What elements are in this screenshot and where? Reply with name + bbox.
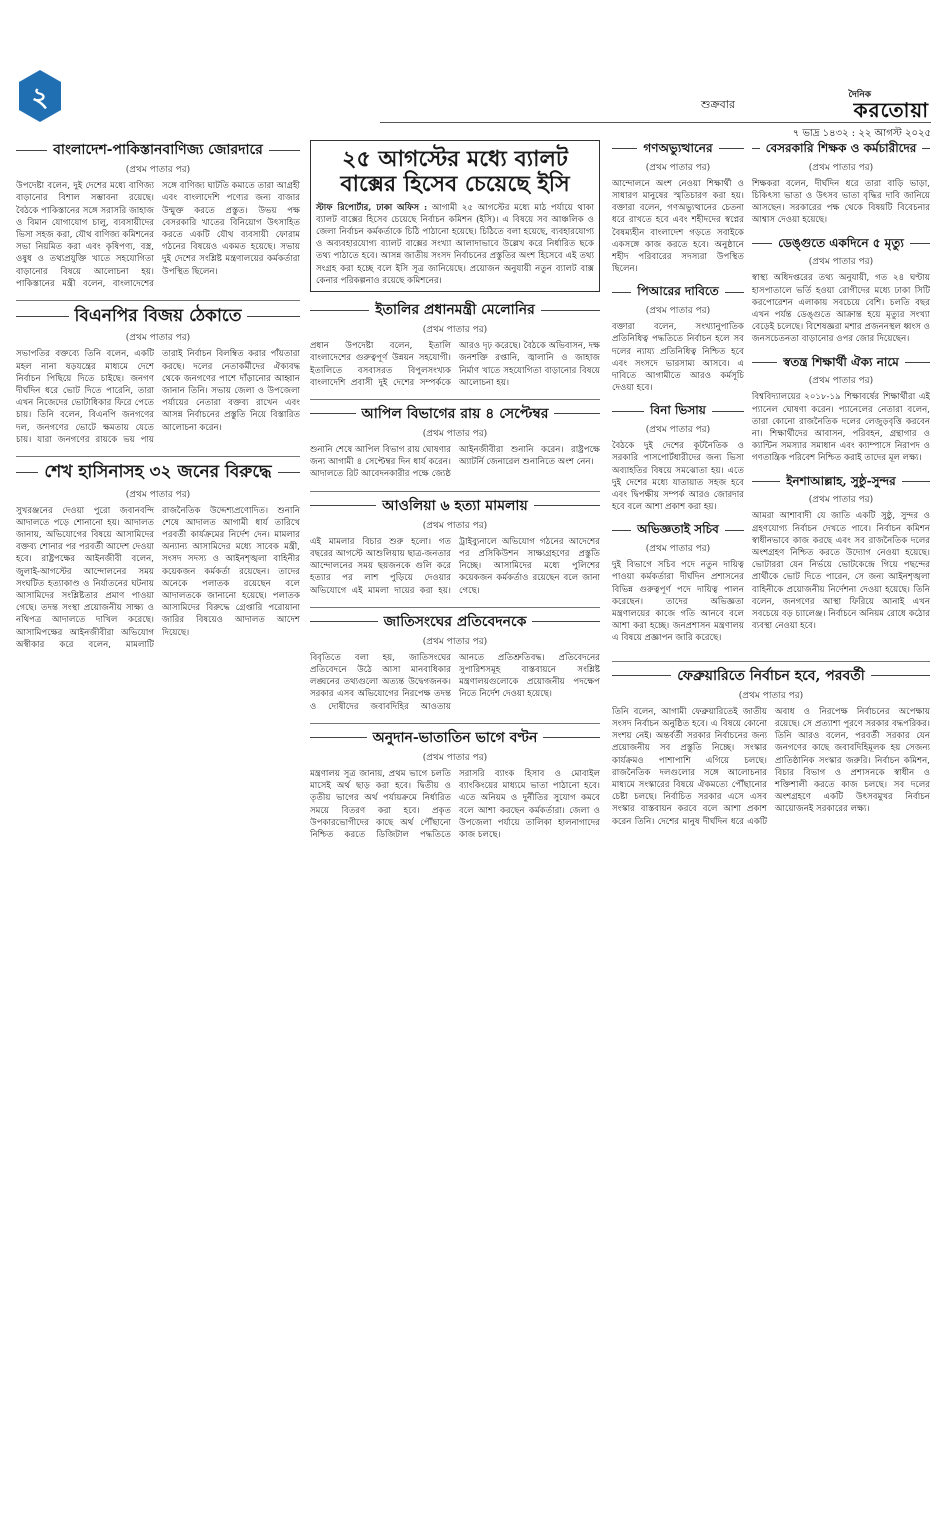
story-body: দুই বিভাগে সচিব পদে নতুন দায়িত্ব পাওয়া কর্মকর্তারা দীর্ঘদিন প্রশাসনের বিভিন্ন গুরুত্বপূর্ণ পদে দায়িত্ব পালন করেছেন। তাদের অভিজ্ঞতা মন্ত্রণালয়ের কাজে গতি আনবে বলে আশা করা হচ্ছে। জনপ্রশাসন মন্ত্রণালয় এ বিষয়ে প্রজ্ঞাপন জারি করেছে। bbox=[612, 560, 744, 644]
divider bbox=[310, 607, 600, 608]
story-ballot-boxes bbox=[310, 140, 600, 292]
headline: আপিল বিভাগের রায় ৪ সেপ্টেম্বর bbox=[310, 406, 600, 422]
story-fair-election bbox=[752, 475, 930, 633]
story-text: আগামী ২৫ আগস্টের মধ্যে মাঠ পর্যায়ে থাকা ব্যালট বাক্সের হিসেব চেয়েছে নির্বাচন কমিশন (ইসি)। এ বিষয়ে সব আঞ্চলিক ও জেলা নির্বাচন কর্মকর্তাকে চিঠি পাঠানো হয়েছে। চিঠিতে বলা হয়েছে, ব্যবহারযোগ্য ও অব্যবহারযোগ্য ব্যালট বাক্সের সংখ্যা আলাদাভাবে উল্লেখ করে নির্ধারিত ছকে তথ্য পাঠাতে হবে। আসন্ন জাতীয় সংসদ নির্বাচনের প্রস্তুতির অংশ হিসেবে এই তথ্য সংগ্রহ করা হচ্ছে বলে ইসি সূত্র জানিয়েছে। প্রয়োজন অনুযায়ী নতুন ব্যালট বাক্স কেনার পরিকল্পনাও রয়েছে কমিশনের। bbox=[316, 202, 594, 286]
continuation-label: (প্রথম পাতার পর) bbox=[422, 429, 488, 440]
continuation-label: (প্রথম পাতার পর) bbox=[125, 165, 191, 176]
story-body: আন্দোলনে অংশ নেওয়া শিক্ষার্থী ও সাধারণ মানুষের স্মৃতিচারণ করা হয়। বক্তারা বলেন, গণঅভ্যুত্থানের চেতনা ধরে রাখতে হবে এবং শহীদদের স্বপ্নের বৈষম্যহীন বাংলাদেশ গড়তে সবাইকে একসঙ্গে কাজ করতে হবে। অনুষ্ঠানে শহীদ পরিবারের সদস্যরা উপস্থিত ছিলেন। bbox=[612, 178, 744, 275]
story-bangladesh-pakistan-trade bbox=[16, 142, 300, 290]
story-allowance-distribution bbox=[310, 730, 600, 841]
story-body: শিক্ষকরা বলেন, দীর্ঘদিন ধরে তারা বাড়ি ভাড়া, চিকিৎসা ভাতা ও উৎসব ভাতা বৃদ্ধির দাবি জানিয়ে আসছেন। সরকারের পক্ষ থেকে বিষয়টি বিবেচনার আশ্বাস দেওয়া হয়েছে। bbox=[751, 178, 930, 226]
story-dengue bbox=[752, 237, 930, 346]
continuation-label: (প্রথম পাতার পর) bbox=[808, 257, 874, 268]
column-middle bbox=[310, 140, 600, 1512]
divider bbox=[310, 399, 600, 400]
story-bnp bbox=[16, 307, 300, 446]
page-number-badge bbox=[12, 68, 68, 124]
continuation-label: (প্রথম পাতার পর) bbox=[422, 752, 488, 763]
story-body bbox=[316, 202, 594, 287]
story-body: উপদেষ্টা বলেন, দুই দেশের মধ্যে বাণিজ্য বাড়ানোর বিশাল সম্ভাবনা রয়েছে। বৈঠকে পাকিস্তানের সঙ্গে সরাসরি জাহাজ ও বিমান যোগাযোগ চালু, ব্যবসায়ীদের ভিসা সহজ করা, যৌথ বাণিজ্য কমিশনের সভা নিয়মিত করা এবং কৃষিপণ্য, বস্ত্র, ওষুধ ও তথ্যপ্রযুক্তি খাতে সহযোগিতা বাড়ানোর বিষয়ে আলোচনা হয়। পাকিস্তানের মন্ত্রী বলেন, বাংলাদেশের সঙ্গে বাণিজ্য ঘাটতি কমাতে তারা আগ্রহী এবং বাংলাদেশি পণ্যের জন্য বাজার উন্মুক্ত করতে প্রস্তুত। উভয় পক্ষ বেসরকারি খাতের বিনিয়োগ উৎসাহিত করতে একটি যৌথ ব্যবসায়ী ফোরাম গঠনের বিষয়েও একমত হয়েছে। সভায় দুই দেশের সংশ্লিষ্ট মন্ত্রণালয়ের কর্মকর্তারা উপস্থিত ছিলেন। bbox=[16, 181, 300, 289]
story-secretary bbox=[612, 523, 744, 644]
column-right bbox=[612, 140, 930, 1512]
headline: বাংলাদেশ-পাকিস্তানবাণিজ্য জোরদারে bbox=[16, 142, 300, 158]
subcolumn bbox=[612, 140, 744, 655]
headline: পিআরের দাবিতে bbox=[612, 285, 744, 299]
story-meloni bbox=[310, 302, 600, 389]
logo-text: করতোয়া bbox=[853, 98, 929, 122]
story-mass-uprising bbox=[612, 142, 744, 275]
continuation-label: (প্রথম পাতার পর) bbox=[645, 162, 711, 173]
headline: অভিজ্ঞতাই সচিব bbox=[612, 523, 744, 537]
continuation-label: (প্রথম পাতার পর) bbox=[422, 520, 488, 531]
headline: অনুদান-ভাতাতিন ভাগে বণ্টন bbox=[310, 730, 600, 746]
headline: জাতিসংঘের প্রতিবেদনকে bbox=[310, 614, 600, 630]
story-body: সভাপতির বক্তব্যে তিনি বলেন, একটি মহল নানা ষড়যন্ত্রের মাধ্যমে দেশে নির্বাচন পিছিয়ে দিতে চাইছে। জনগণ দীর্ঘদিন ধরে ভোট দিতে পারেনি, তারা এখন নিজেদের ভোটাধিকার ফিরে পেতে চায়। তিনি বলেন, বিএনপি জনগণের দল, জনগণের ভোটে ক্ষমতায় যেতে চায়। যারা জনগণের রায়কে ভয় পায় তারাই নির্বাচন বিলম্বিত করার পাঁয়তারা করছে। দলের নেতাকর্মীদের ঐক্যবদ্ধ থেকে জনগণের পাশে দাঁড়ানোর আহ্বান জানান তিনি। সভায় জেলা ও উপজেলা পর্যায়ের নেতারা বক্তব্য রাখেন এবং আসন্ন নির্বাচনের প্রস্তুতি নিয়ে বিস্তারিত আলোচনা করেন। bbox=[16, 349, 300, 445]
story-february-election bbox=[612, 668, 930, 828]
story-six-murder-case bbox=[310, 498, 600, 597]
story-body: বৈঠকে দুই দেশের কূটনৈতিক ও সরকারি পাসপোর্টধারীদের জন্য ভিসা অব্যাহতির বিষয়ে সমঝোতা হয়। এতে দুই দেশের মধ্যে যাতায়াত সহজ হবে এবং দ্বিপক্ষীয় সম্পর্ক আরও জোরদার হবে বলে আশা প্রকাশ করা হয়। bbox=[612, 441, 744, 513]
headline: শেখ হাসিনাসহ ৩২ জনের বিরুদ্ধে bbox=[16, 463, 300, 483]
headline: গণঅভ্যুত্থানের bbox=[612, 142, 744, 156]
headline: স্বতন্ত্র শিক্ষার্থী ঐক্য নামে bbox=[752, 356, 930, 370]
continuation-label: (প্রথম পাতার পর) bbox=[125, 333, 191, 344]
inset-row-top bbox=[612, 140, 930, 655]
subcolumn bbox=[752, 140, 930, 655]
story-body: স্বাস্থ্য অধিদপ্তরের তথ্য অনুযায়ী, গত ২৪ ঘণ্টায় হাসপাতালে ভর্তি হওয়া রোগীদের মধ্যে ঢাকা সিটি করপোরেশন এলাকায় সবচেয়ে বেশি। চলতি বছর এখন পর্যন্ত ডেঙ্গুতে আক্রান্ত হয়ে মৃত্যুর সংখ্যা বেড়েই চলেছে। বিশেষজ্ঞরা মশার প্রজননস্থল ধ্বংস ও জনসচেতনতা বাড়ানোর ওপর জোর দিয়েছেন। bbox=[751, 273, 930, 345]
story-body: তিনি বলেন, আগামী ফেব্রুয়ারিতেই জাতীয় সংসদ নির্বাচন অনুষ্ঠিত হবে। এ বিষয়ে কোনো সংশয় নেই। অন্তর্বর্তী সরকার নির্বাচনের জন্য প্রয়োজনীয় সব প্রস্তুতি নিচ্ছে। সংস্কার কার্যক্রমও পাশাপাশি এগিয়ে চলছে। রাজনৈতিক দলগুলোর সঙ্গে আলোচনার মাধ্যমে সংস্কারের বিষয়ে ঐকমত্যে পৌঁছানোর চেষ্টা চলছে। নির্বাচিত সরকার এসে এসব সংস্কার বাস্তবায়ন করবে বলে আশা প্রকাশ করেন তিনি। দেশের মানুষ দীর্ঘদিন ধরে একটি অবাধ ও নিরপেক্ষ নির্বাচনের অপেক্ষায় রয়েছে। সে প্রত্যাশা পূরণে সরকার বদ্ধপরিকর। তিনি আরও বলেন, পরবর্তী সরকার যেন জনগণের কাছে জবাবদিহিমূলক হয় সেজন্য প্রাতিষ্ঠানিক সংস্কার জরুরি। নির্বাচন কমিশন, বিচার বিভাগ ও প্রশাসনকে স্বাধীন ও শক্তিশালী করতে কাজ চলছে। সব দলের অংশগ্রহণে একটি উৎসবমুখর নির্বাচন আয়োজনই সরকারের লক্ষ্য। bbox=[612, 706, 930, 827]
divider bbox=[310, 723, 600, 724]
story-un-report bbox=[310, 614, 600, 713]
story-body: এই মামলার বিচার শুরু হলো। গত বছরের আগস্টে আশুলিয়ায় ছাত্র-জনতার আন্দোলনের সময় ছয়জনকে গুলি করে হত্যার পর লাশ পুড়িয়ে দেওয়ার অভিযোগে এই মামলা দায়ের করা হয়। ট্রাইব্যুনালে অভিযোগ গঠনের আদেশের পর প্রসিকিউশন সাক্ষ্যগ্রহণের প্রস্তুতি নিচ্ছে। আসামিদের মধ্যে পুলিশের কয়েকজন কর্মকর্তাও রয়েছেন বলে জানা গেছে। bbox=[310, 536, 600, 596]
story-body: শুনানি শেষে আপিল বিভাগ রায় ঘোষণার জন্য আগামী ৪ সেপ্টেম্বর দিন ধার্য করেন। আদালতে রিট আবেদনকারীর পক্ষে জ্যেষ্ঠ আইনজীবীরা শুনানি করেন। রাষ্ট্রপক্ষে অ্যাটর্নি জেনারেল শুনানিতে অংশ নেন। bbox=[310, 445, 600, 480]
page-number-shape bbox=[12, 68, 68, 124]
continuation-label: (প্রথম পাতার পর) bbox=[808, 495, 874, 506]
page-number: ২ bbox=[31, 83, 49, 113]
logo-prefix: দৈনিক bbox=[848, 90, 871, 100]
story-body: বিবৃতিতে বলা হয়, জাতিসংঘের প্রতিবেদনে উঠে আসা মানবাধিকার লঙ্ঘনের তথ্যগুলো অত্যন্ত উদ্বেগজনক। সরকার এসব অভিযোগের নিরপেক্ষ তদন্ত ও দোষীদের জবাবদিহির আওতায় আনতে প্রতিশ্রুতিবদ্ধ। প্রতিবেদনের সুপারিশসমূহ বাস্তবায়নে সংশ্লিষ্ট মন্ত্রণালয়গুলোকে প্রয়োজনীয় পদক্ষেপ নিতে নির্দেশ দেওয়া হয়েছে। bbox=[310, 652, 600, 712]
story-body: বিশ্ববিদ্যালয়ের ২০১৮-১৯ শিক্ষাবর্ষের শিক্ষার্থীরা এই প্যানেল ঘোষণা করেন। প্যানেলের নেতারা বলেন, তারা কোনো রাজনৈতিক দলের লেজুড়বৃত্তি করবেন না। শিক্ষার্থীদের আবাসন, পরিবহন, গ্রন্থাগার ও ক্যান্টিন সমস্যার সমাধান এবং ক্যাম্পাসে নিরাপদ ও গণতান্ত্রিক পরিবেশ নিশ্চিত করাই তাদের মূল লক্ষ্য। bbox=[751, 392, 930, 464]
story-appellate-verdict bbox=[310, 406, 600, 481]
continuation-label: (প্রথম পাতার পর) bbox=[808, 376, 874, 387]
divider bbox=[310, 491, 600, 492]
story-body: আমরা আশাবাদী যে জাতি একটি সুষ্ঠু, সুন্দর ও গ্রহণযোগ্য নির্বাচন দেখতে পাবে। নির্বাচন কমিশন স্বাধীনভাবে কাজ করছে এবং সব রাজনৈতিক দলের অংশগ্রহণ নিশ্চিত করতে উদ্যোগ নেওয়া হয়েছে। ভোটাররা যেন নির্ভয়ে ভোটকেন্দ্রে গিয়ে পছন্দের প্রার্থীকে ভোট দিতে পারেন, সে জন্য আইনশৃঙ্খলা বাহিনীকে প্রয়োজনীয় নির্দেশনা দেওয়া হয়েছে। তিনি বলেন, জনগণের আস্থা ফিরিয়ে আনাই এখন সবচেয়ে বড় চ্যালেঞ্জ। নির্বাচনে অনিয়ম রোধে কঠোর ব্যবস্থা নেওয়া হবে। bbox=[751, 511, 930, 632]
divider bbox=[612, 661, 930, 662]
column-left bbox=[16, 140, 300, 1512]
divider bbox=[16, 456, 300, 457]
continuation-label: (প্রথম পাতার পর) bbox=[808, 162, 874, 173]
story-sheikh-hasina bbox=[16, 463, 300, 651]
story-pr-demand bbox=[612, 285, 744, 394]
story-visa-free bbox=[612, 404, 744, 513]
story-body: বক্তারা বলেন, সংখ্যানুপাতিক প্রতিনিধিত্ব পদ্ধতিতে নির্বাচন হলে সব দলের ন্যায্য প্রতিনিধিত্ব নিশ্চিত হবে এবং সংসদে ভারসাম্য আসবে। এ দাবিতে আগামীতে আরও কর্মসূচি দেওয়া হবে। bbox=[612, 322, 744, 394]
story-private-teachers bbox=[752, 142, 930, 227]
story-student-unity bbox=[752, 356, 930, 465]
continuation-label: (প্রথম পাতার পর) bbox=[645, 544, 711, 555]
story-body: মন্ত্রণালয় সূত্র জানায়, প্রথম ভাগে চলতি মাসেই অর্থ ছাড় করা হবে। দ্বিতীয় ও তৃতীয় ভাগের অর্থ পর্যায়ক্রমে নির্ধারিত সময়ে বিতরণ করা হবে। প্রকৃত উপকারভোগীদের কাছে অর্থ পৌঁছানো নিশ্চিত করতে ডিজিটাল পদ্ধতিতে সরাসরি ব্যাংক হিসাব ও মোবাইল ব্যাংকিংয়ের মাধ্যমে ভাতা পাঠানো হবে। এতে অনিয়ম ও দুর্নীতির সুযোগ কমবে বলে আশা করছেন কর্মকর্তারা। জেলা ও উপজেলা পর্যায়ে তালিকা হালনাগাদের কাজ চলছে। bbox=[310, 768, 600, 840]
headline: ইতালির প্রধানমন্ত্রী মেলোনির bbox=[310, 302, 600, 318]
continuation-label: (প্রথম পাতার পর) bbox=[645, 306, 711, 317]
continuation-label: (প্রথম পাতার পর) bbox=[422, 325, 488, 336]
masthead-rule bbox=[380, 122, 931, 123]
story-body: প্রধান উপদেষ্টা বলেন, ইতালি বাংলাদেশের গুরুত্বপূর্ণ উন্নয়ন সহযোগী। ইতালিতে বসবাসরত বিপুলসংখ্যক বাংলাদেশি প্রবাসী দুই দেশের সম্পর্ককে আরও দৃঢ় করেছে। বৈঠকে অভিবাসন, দক্ষ জনশক্তি রপ্তানি, জ্বালানি ও জাহাজ নির্মাণ খাতে সহযোগিতা বাড়ানোর বিষয়ে আলোচনা হয়। bbox=[310, 341, 600, 388]
byline: স্টাফ রিপোর্টার, ঢাকা অফিস : bbox=[316, 202, 428, 213]
issue-date: ৭ ভাদ্র ১৪৩২ : ২২ আগস্ট ২০২৫ bbox=[792, 128, 931, 139]
headline: বেসরকারি শিক্ষক ও কর্মচারীদের bbox=[752, 142, 930, 156]
divider bbox=[16, 300, 300, 301]
headline: ফেব্রুয়ারিতে নির্বাচন হবে, পরবর্তী bbox=[612, 668, 930, 684]
masthead-right bbox=[551, 86, 931, 120]
newspaper-logo bbox=[835, 86, 931, 120]
headline: ডেঙ্গুতে একদিনে ৫ মৃত্যু bbox=[752, 237, 930, 251]
headline: ইনশাআল্লাহ, সুষ্ঠু-সুন্দর bbox=[752, 475, 930, 489]
headline: আওলিয়া ৬ হত্যা মামলায় bbox=[310, 498, 600, 514]
headline: বিনা ভিসায় bbox=[612, 404, 744, 418]
continuation-label: (প্রথম পাতার পর) bbox=[645, 425, 711, 436]
continuation-label: (প্রথম পাতার পর) bbox=[422, 636, 488, 647]
day-label: শুক্রবার bbox=[701, 98, 736, 111]
masthead bbox=[0, 0, 945, 139]
headline: ২৫ আগস্টের মধ্যে ব্যালট বাক্সের হিসেব চেয়েছে ইসি bbox=[340, 146, 570, 198]
headline: বিএনপির বিজয় ঠেকাতে bbox=[16, 307, 300, 327]
continuation-label: (প্রথম পাতার পর) bbox=[125, 489, 191, 500]
continuation-label: (প্রথম পাতার পর) bbox=[738, 690, 804, 701]
story-body: সুখরঞ্জনের দেওয়া পুরো জবানবন্দি আদালতে পড়ে শোনানো হয়। আদালত জানায়, অভিযোগের বিষয়ে আসামিদের বক্তব্য শোনার পর পরবর্তী আদেশ দেওয়া হবে। রাষ্ট্রপক্ষের আইনজীবী বলেন, জুলাই-আগস্টের আন্দোলনের সময় সংঘটিত হত্যাকাণ্ড ও নির্যাতনের ঘটনায় আসামিদের সংশ্লিষ্টতার প্রমাণ পাওয়া গেছে। তদন্ত সংস্থা প্রয়োজনীয় সাক্ষ্য ও নথিপত্র আদালতে দাখিল করেছে। আসামিপক্ষের আইনজীবীরা অভিযোগ অস্বীকার করে বলেন, মামলাটি রাজনৈতিক উদ্দেশ্যপ্রণোদিত। শুনানি শেষে আদালত আগামী ধার্য তারিখে পরবর্তী কার্যক্রমের নির্দেশ দেন। মামলার অন্যান্য আসামিদের মধ্যে সাবেক মন্ত্রী, সংসদ সদস্য ও আইনশৃঙ্খলা বাহিনীর কয়েকজন কর্মকর্তা রয়েছেন। তাদের অনেকে পলাতক রয়েছেন বলে আদালতকে জানানো হয়েছে। পলাতক আসামিদের বিরুদ্ধে গ্রেপ্তারি পরোয়ানা জারির বিষয়েও আদালত আদেশ দিয়েছে। bbox=[16, 505, 300, 650]
